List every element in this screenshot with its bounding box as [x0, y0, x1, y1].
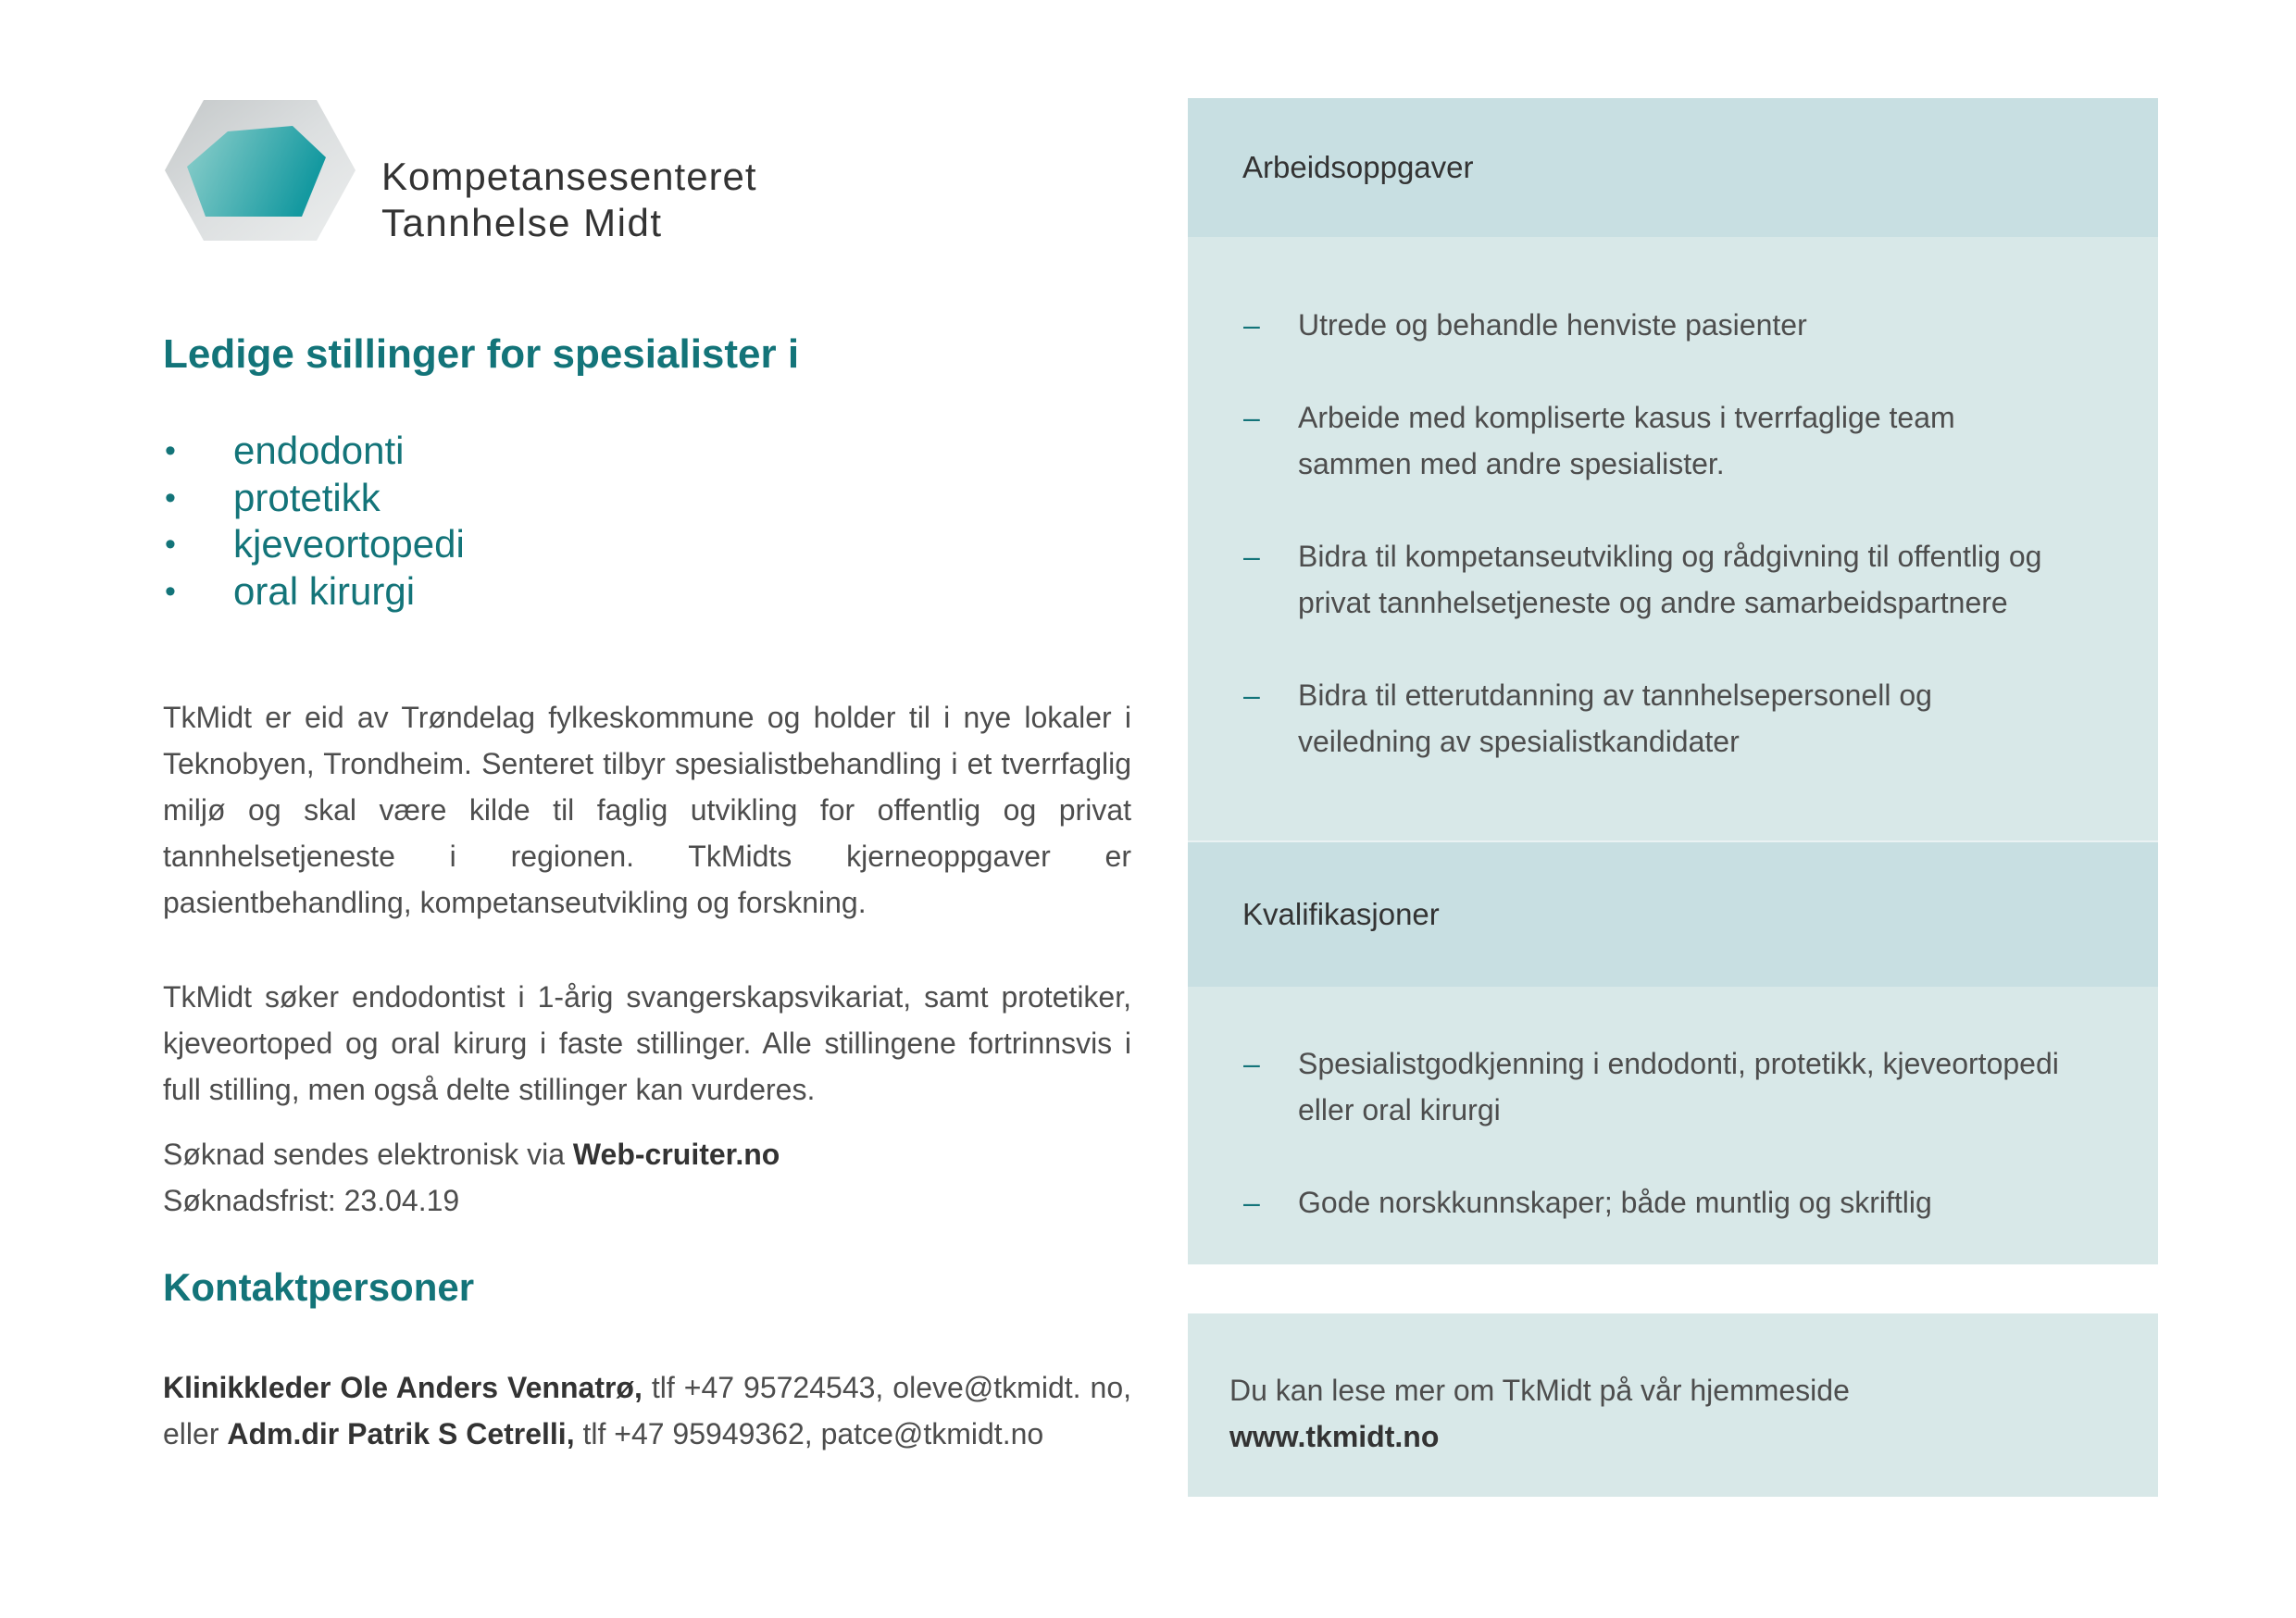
specialty-item [163, 428, 465, 475]
task-text: Utrede og behandle henviste pasienter [1298, 308, 1807, 342]
task-text: Bidra til etterutdanning av tannhelsepersonell og veiledning av spesialistkandidater [1298, 678, 1932, 758]
specialty-item [163, 521, 465, 568]
logo-line-2: Tannhelse Midt [381, 201, 663, 244]
task-item [1188, 533, 2158, 626]
tasks-heading: Arbeidsoppgaver [1188, 98, 2158, 237]
qualifications-panel [1188, 842, 2158, 1264]
positions-paragraph: TkMidt søker endodontist i 1-årig svangerskapsvikariat, samt protetiker, kjeveortoped og oral kirurg i faste stillinger. Alle stillingene fortrinnsvis i full stilling, men også delte stillinger kan vurderes. [163, 980, 1131, 1106]
qualification-item [1188, 1179, 2158, 1226]
contacts-heading: Kontaktpersoner [163, 1265, 475, 1309]
task-item [1188, 672, 2158, 765]
application-info [163, 1131, 780, 1224]
contact-person-1-info: tlf +47 95724543, oleve@tkmidt. no, eller [163, 1371, 1131, 1450]
task-item [1188, 302, 2158, 348]
application-deadline: Søknadsfrist: 23.04.19 [163, 1184, 460, 1217]
specialty-item [163, 475, 465, 522]
dash-icon: – [1243, 308, 1260, 342]
application-site-link[interactable]: Web-cruiter.no [572, 1138, 780, 1171]
contact-person-2: Adm.dir Patrik S Cetrelli, [227, 1417, 575, 1450]
bullet-icon: • [165, 433, 176, 468]
contact-person-1: Klinikkleder Ole Anders Vennatrø, [163, 1371, 643, 1404]
application-line [163, 1131, 780, 1177]
task-text: Bidra til kompetanseutvikling og rådgivning til offentlig og privat tannhelsetjeneste og andre samarbeidspartnere [1298, 540, 2042, 619]
logo [163, 98, 904, 246]
dash-icon: – [1243, 1186, 1260, 1219]
task-item [1188, 394, 2158, 487]
qualification-item [1188, 1040, 2158, 1133]
qualifications-list [1188, 1040, 2158, 1226]
dash-icon: – [1243, 540, 1260, 573]
intro-paragraph: TkMidt er eid av Trøndelag fylkeskommune og holder til i nye lokaler i Teknobyen, Trondheim. Senteret tilbyr spesialistbehandling i et tverrfaglig miljø og skal være kilde til faglig utvikling for offentlig og privat tannhelsetjeneste i regionen. TkMidts kjerneoppgaver er pasientbehandling, kompetanseutvikling og forskning. [163, 701, 1131, 919]
logo-wordmark [381, 154, 757, 246]
page-title: Ledige stillinger for spesialister i [163, 331, 800, 377]
specialty-label: protetikk [233, 475, 381, 519]
task-text: Arbeide med kompliserte kasus i tverrfaglige team sammen med andre spesialister. [1298, 401, 1955, 480]
contacts-text [163, 1364, 1131, 1457]
contact-person-2-info: tlf +47 95949362, patce@tkmidt.no [574, 1417, 1044, 1450]
dash-icon: – [1243, 1047, 1260, 1080]
tasks-body [1188, 237, 2158, 840]
tasks-list [1188, 302, 2158, 765]
website-link[interactable]: www.tkmidt.no [1229, 1420, 1440, 1453]
qualifications-heading: Kvalifikasjoner [1188, 842, 2158, 987]
specialty-item [163, 568, 465, 616]
specialty-list [163, 428, 465, 615]
qualification-text: Spesialistgodkjenning i endodonti, protetikk, kjeveortopedi eller oral kirurgi [1298, 1047, 2059, 1126]
dash-icon: – [1243, 678, 1260, 712]
bullet-icon: • [165, 527, 176, 562]
hexagon-logo-icon [163, 98, 357, 243]
more-info-panel [1188, 1313, 2158, 1497]
bullet-icon: • [165, 479, 176, 516]
logo-line-1: Kompetansesenteret [381, 155, 757, 198]
qualification-text: Gode norskkunnskaper; både muntlig og skriftlig [1298, 1186, 1932, 1219]
bullet-icon: • [165, 573, 176, 609]
dash-icon: – [1243, 401, 1260, 434]
specialty-label: endodonti [233, 429, 405, 472]
specialty-label: kjeveortopedi [233, 522, 465, 566]
tasks-panel [1188, 98, 2158, 840]
application-prefix: Søknad sendes elektronisk via [163, 1138, 573, 1171]
specialty-label: oral kirurgi [233, 568, 416, 613]
more-info-text: Du kan lese mer om TkMidt på vår hjemmeside [1229, 1374, 1850, 1407]
qualifications-body [1188, 987, 2158, 1264]
